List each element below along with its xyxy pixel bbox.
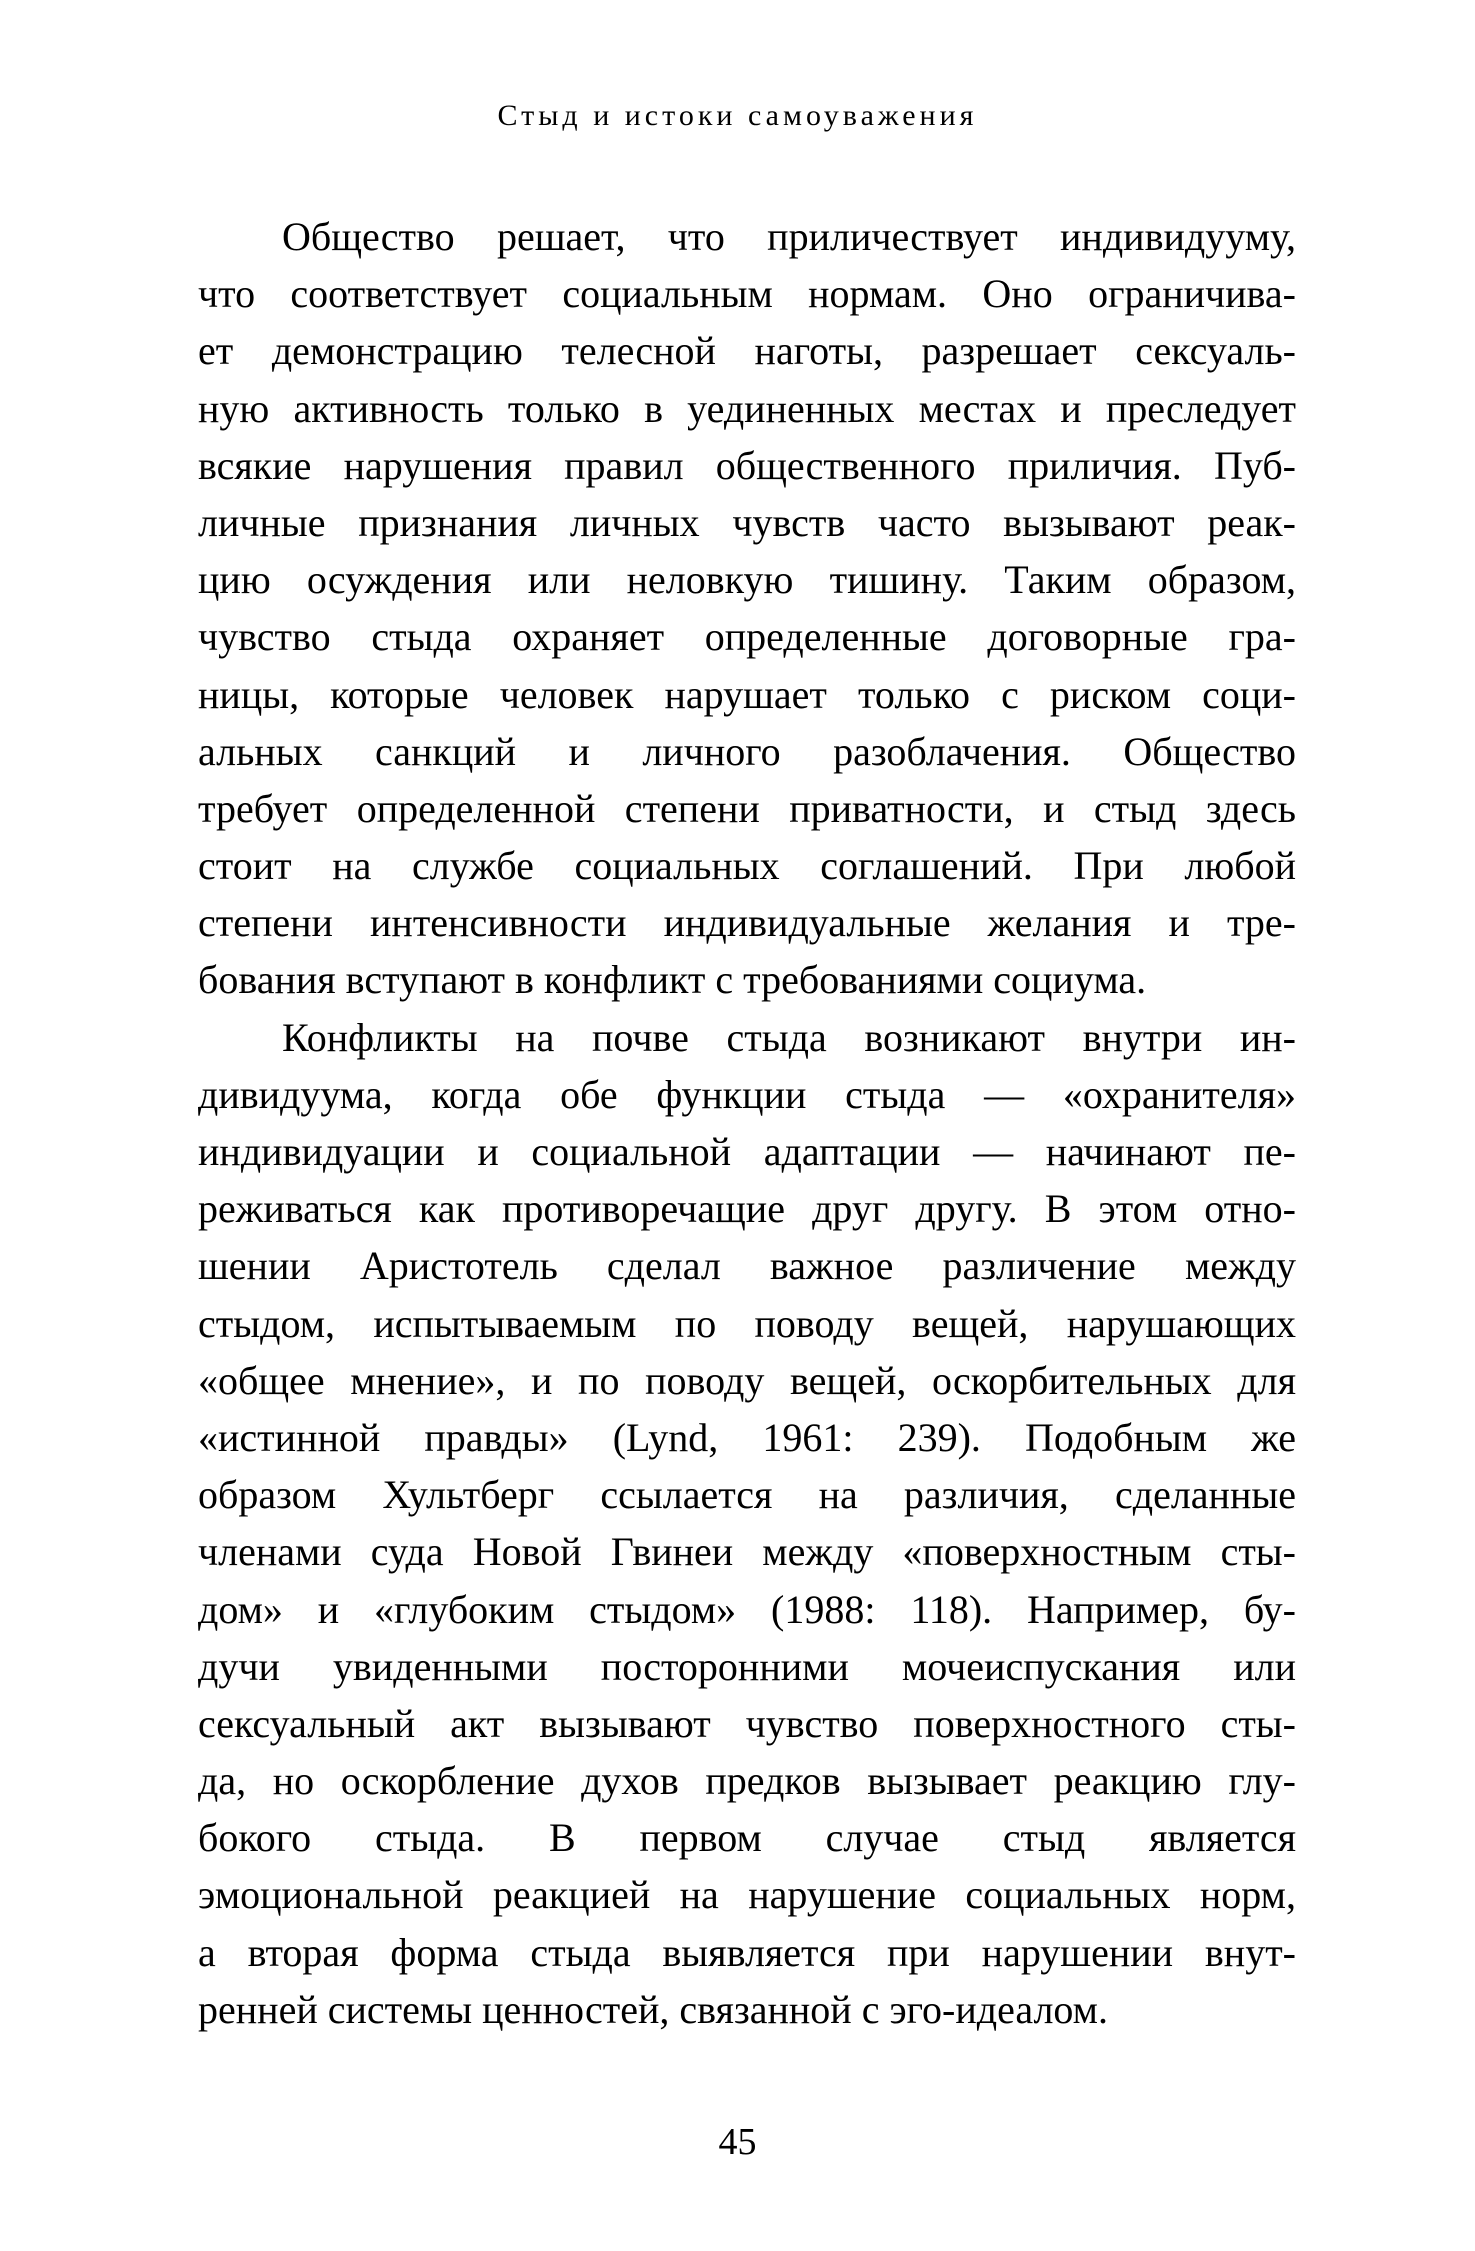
text-line: образом Хультберг ссылается на различия, сделанные [198,1472,1296,1518]
text-line: членами суда Новой Гвинеи между «поверхностным сты- [198,1529,1296,1575]
text-line: ную активность только в уединенных местах и преследует [198,385,1296,431]
text-line: да, но оскорбление духов предков вызывает реакцию глу- [198,1758,1296,1804]
text-line: альных санкций и личного разоблачения. Общество [198,728,1296,774]
text-line: дивидуума, когда обе функции стыда — «охранителя» [198,1071,1296,1117]
paragraph-2 [198,1009,1296,2038]
text-line: что соответствует социальным нормам. Оно ограничива- [198,271,1296,317]
text-line: бования вступают в конфликт с требованиями социума. [198,957,1147,1003]
text-line: цию осуждения или неловкую тишину. Таким образом, [198,557,1296,603]
text-line: степени интенсивности индивидуальные желания и тре- [198,900,1296,946]
text-line: эмоциональной реакцией на нарушение социальных норм, [198,1872,1296,1918]
text-line: требует определенной степени приватности, и стыд здесь [198,785,1296,831]
text-line: а вторая форма стыда выявляется при нарушении внут- [198,1929,1296,1975]
paragraph-1 [198,208,1296,1009]
text-line: дом» и «глубоким стыдом» (1988: 118). Например, бу- [198,1586,1296,1632]
body-text [198,208,1296,2038]
text-line: реживаться как противоречащие друг другу. В этом отно- [198,1186,1296,1232]
text-line: дучи увиденными посторонними мочеиспускания или [198,1643,1296,1689]
text-line: «общее мнение», и по поводу вещей, оскорбительных для [198,1357,1296,1403]
page-number: 45 [718,2121,757,2163]
text-line: сексуальный акт вызывают чувство поверхностного сты- [198,1700,1296,1746]
text-line: стоит на службе социальных соглашений. При любой [198,843,1296,889]
text-line: личные признания личных чувств часто вызывают реак- [198,499,1296,545]
text-line: чувство стыда охраняет определенные договорные гра- [198,614,1296,660]
text-line: ницы, которые человек нарушает только с риском соци- [198,671,1296,717]
text-line: всякие нарушения правил общественного приличия. Пуб- [198,442,1296,488]
text-line: бокого стыда. В первом случае стыд является [198,1815,1296,1861]
text-line: Конфликты на почве стыда возникают внутри ин- [282,1014,1296,1060]
running-header: Стыд и истоки самоуважения [497,99,978,132]
text-line: стыдом, испытываемым по поводу вещей, нарушающих [198,1300,1296,1346]
text-line: ренней системы ценностей, связанной с эго-идеалом. [198,1986,1108,2032]
text-line: ет демонстрацию телесной наготы, разрешает сексуаль- [198,328,1296,374]
text-line: Общество решает, что приличествует индивидууму, [282,214,1296,259]
text-line: шении Аристотель сделал важное различение между [198,1243,1296,1289]
text-line: «истинной правды» (Lynd, 1961: 239). Подобным же [198,1414,1296,1460]
text-line: индивидуации и социальной адаптации — начинают пе- [198,1129,1296,1174]
